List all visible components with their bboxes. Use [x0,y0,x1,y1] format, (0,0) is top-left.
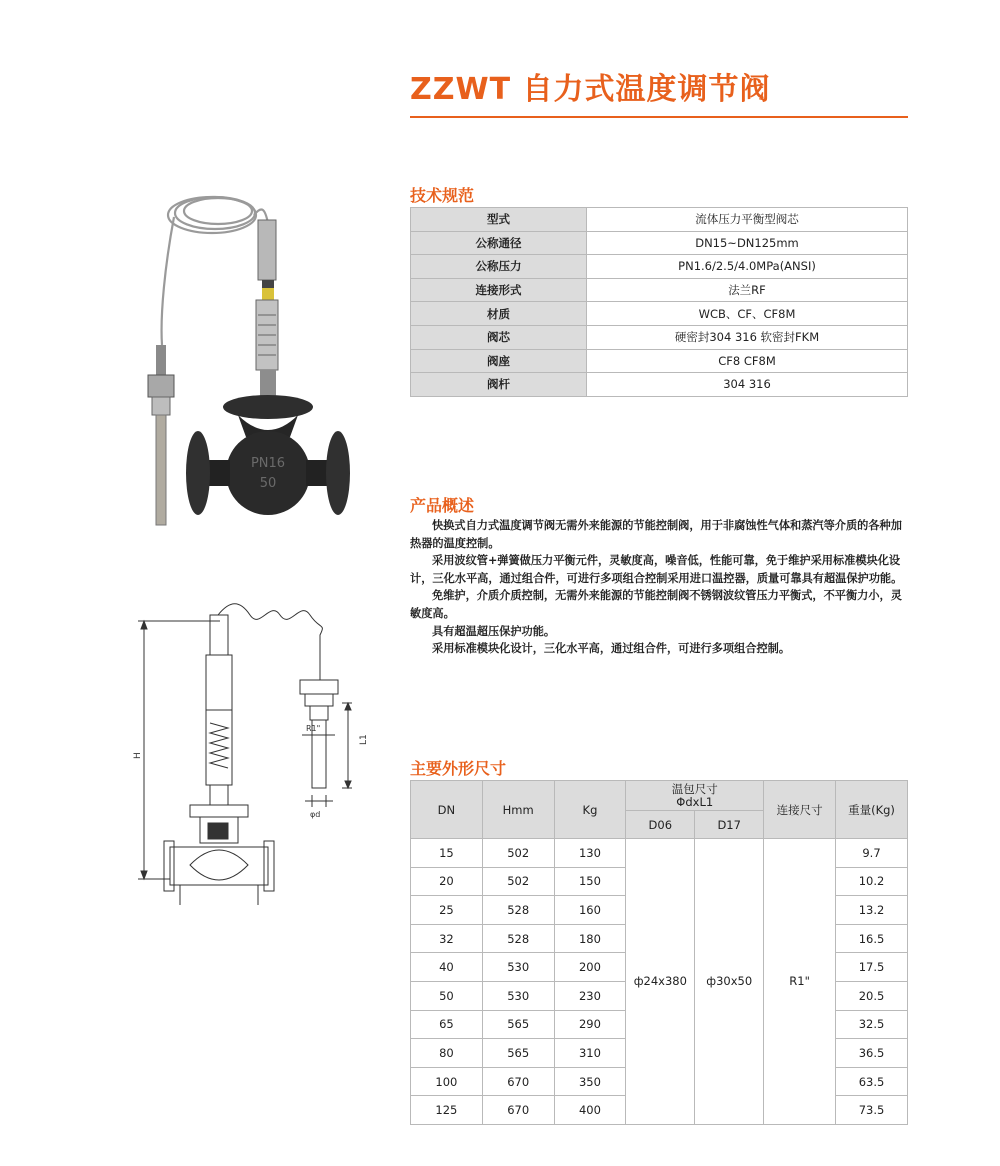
cell-dn: 50 [411,981,483,1010]
spec-label: 公称通径 [411,231,587,255]
cell-kg: 400 [554,1096,626,1125]
spec-label: 连接形式 [411,278,587,302]
spec-row [411,278,908,302]
page-title: ZZWT 自力式温度调节阀 [410,72,771,107]
cell-h: 528 [482,924,554,953]
cell-h: 565 [482,1039,554,1068]
col-dn: DN [411,781,483,839]
probe-nut [148,375,174,397]
col-kg: Kg [554,781,626,839]
cell-dn: 25 [411,896,483,925]
overview-paragraph: 采用波纹管+弹簧做压力平衡元件，灵敏度高，噪音低，性能可靠，免于维护采用标准模块化设计，三化水平高，通过组合件，可进行多项组合控制采用进口温控器，质量可靠具有超温保护功能。 [410,554,903,585]
label-h: H [133,752,143,759]
overview-paragraph: 具有超温超压保护功能。 [432,624,556,638]
spec-label: 型式 [411,208,587,232]
cell-dn: 40 [411,953,483,982]
casting-text-bottom: 50 [259,476,277,491]
spec-value: 硬密封304 316 软密封FKM [587,325,908,349]
spec-row [411,302,908,326]
cell-h: 530 [482,953,554,982]
cell-h: 530 [482,981,554,1010]
cell-h: 670 [482,1096,554,1125]
cell-dn: 20 [411,867,483,896]
cell-weight: 63.5 [836,1067,908,1096]
cell-kg: 350 [554,1067,626,1096]
spec-heading: 技术规范 [410,186,475,205]
col-bulb-sub: ΦdxL1 [676,794,714,809]
cell-h: 502 [482,839,554,868]
spec-row [411,349,908,373]
overview-paragraph: 免维护，介质介质控制，无需外来能源的节能控制阀不锈钢波纹管压力平衡式，不平衡力小，灵敏度高。 [410,589,902,620]
cell-weight: 20.5 [836,981,908,1010]
spec-label: 阀芯 [411,325,587,349]
cell-d06: ф24x380 [626,839,695,1125]
actuator-brass [262,288,274,300]
cell-weight: 9.7 [836,839,908,868]
spec-value: PN1.6/2.5/4.0MPa(ANSI) [587,255,908,279]
flange-left [186,431,210,515]
spec-label: 阀座 [411,349,587,373]
label-l1: L1 [359,734,369,745]
label-d: φd [310,810,321,819]
overview-heading: 产品概述 [410,496,475,515]
cell-dn: 100 [411,1067,483,1096]
cell-weight: 36.5 [836,1039,908,1068]
bellows-drawing [206,710,232,785]
cell-weight: 73.5 [836,1096,908,1125]
cell-weight: 13.2 [836,896,908,925]
cell-kg: 310 [554,1039,626,1068]
actuator-ring [262,280,274,288]
cell-h: 528 [482,896,554,925]
col-conn: 连接尺寸 [764,781,836,839]
dimension-drawing [130,595,370,925]
spec-value: DN15~DN125mm [587,231,908,255]
cell-dn: 15 [411,839,483,868]
dims-heading: 主要外形尺寸 [410,759,507,778]
cell-h: 565 [482,1010,554,1039]
flange-right [326,431,350,515]
cell-kg: 230 [554,981,626,1010]
cell-weight: 17.5 [836,953,908,982]
body-drawing [170,847,268,885]
probe-neck [156,345,166,375]
col-h: Hmm [482,781,554,839]
cell-weight: 16.5 [836,924,908,953]
table-row [411,839,908,868]
overview-paragraph: 快换式自力式温度调节阀无需外来能源的节能控制阀，用于非腐蚀性气体和蒸汽等介质的各种加热器的温度控制。 [410,519,902,550]
spec-value: 流体压力平衡型阀芯 [587,208,908,232]
cell-kg: 290 [554,1010,626,1039]
cell-h: 670 [482,1067,554,1096]
cell-kg: 200 [554,953,626,982]
col-weight: 重量(Kg) [836,781,908,839]
spec-row [411,255,908,279]
capillary-drawing [218,604,322,680]
spec-value: 法兰RF [587,278,908,302]
label-r1: R1" [306,724,321,733]
spec-value: 304 316 [587,373,908,397]
cell-d17: ф30x50 [695,839,764,1125]
spec-row [411,373,908,397]
spec-label: 材质 [411,302,587,326]
cell-kg: 180 [554,924,626,953]
title-rule [410,116,908,118]
spec-row [411,325,908,349]
spec-table [410,207,908,397]
bonnet-flange [223,395,313,419]
cell-kg: 150 [554,867,626,896]
cell-weight: 10.2 [836,867,908,896]
probe-drawing-nut [300,680,338,694]
probe-fitting [152,397,170,415]
col-d17: D17 [695,811,764,839]
casting-text-top: PN16 [250,456,286,471]
cell-dn: 125 [411,1096,483,1125]
col-bulb [626,781,764,811]
col-d06: D06 [626,811,695,839]
cell-weight: 32.5 [836,1010,908,1039]
cell-kg: 130 [554,839,626,868]
spec-row [411,231,908,255]
spec-label: 公称压力 [411,255,587,279]
cell-kg: 160 [554,896,626,925]
overview-text [410,517,908,658]
spec-value: WCB、CF、CF8M [587,302,908,326]
valve-body [226,431,310,515]
actuator-top [258,220,276,280]
probe-rod [156,415,166,525]
capillary-line-left [162,217,174,345]
capillary-coil-3 [168,197,256,233]
product-photo [130,175,370,535]
spec-label: 阀杆 [411,373,587,397]
spec-value: CF8 CF8M [587,349,908,373]
cell-dn: 32 [411,924,483,953]
cell-conn: R1" [764,839,836,1125]
spec-row [411,208,908,232]
bonnet-drawing [190,805,248,817]
col-bulb-title: 温包尺寸 [671,781,718,796]
cell-dn: 80 [411,1039,483,1068]
dimensions-table [410,780,908,1125]
cell-h: 502 [482,867,554,896]
cell-dn: 65 [411,1010,483,1039]
overview-paragraph: 采用标准模块化设计，三化水平高，通过组合件，可进行多项组合控制。 [432,642,791,656]
